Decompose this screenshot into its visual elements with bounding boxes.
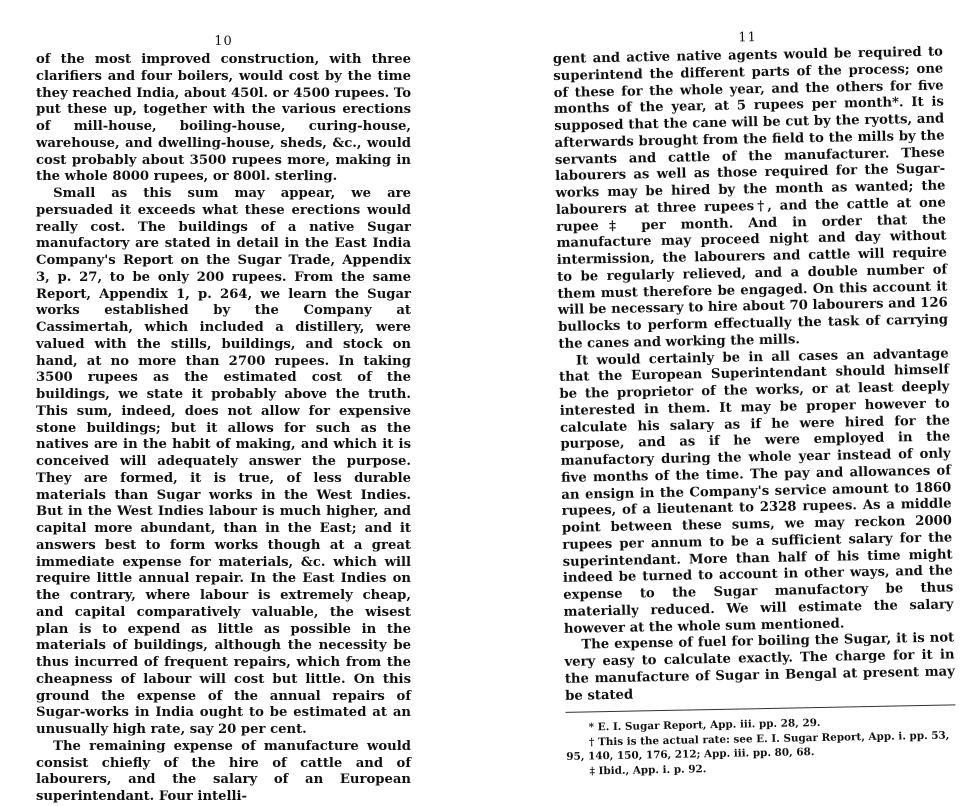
paragraph: gent and active native agents would be required to superintend the different parts of the process; one of these for the whole year, and the others for five months of the year, at 5 rupees per month*. It is supposed that the cane will be cut by the ryotts, and afterwards brought from the field to the mills by the servants and cattle of the manufacturer. These labourers as well as those required for the Sugar-works may be hired by the month as wanted; the labourers at three rupees†, and the cattle at one rupee‡ per month. And in order that the manufacture may proceed night and day without intermission, the labourers and cattle will require to be regularly relieved, and a double number of them must therefore be engaged. On this account it will be necessary to hire about 70 labourers and 126 bullocks to perform effectually the task of carrying the canes and working the mills. (552, 44, 949, 352)
page-number-right: 11 (738, 30, 758, 46)
right-page-body (553, 45, 955, 706)
paragraph: of the most improved construction, with three clarifiers and four boilers, would cost by the time they reached India, about 450l. or 4500 rupees. To put these up, together with the various erections of mill-house, boiling-house, curing-house, warehouse, and dwelling-house, sheds, &c., would cost probably about 3500 rupees more, making in the whole 8000 rupees, or 800l. sterling. (36, 52, 411, 185)
footnote: ‡ Ibid., App. i. p. 92. (589, 763, 707, 778)
left-page-body (36, 52, 411, 806)
footnote-divider (566, 705, 956, 713)
left-page (36, 0, 411, 806)
footnote: † This is the actual rate: see E. I. Sugar Report, App. i. pp. 53, 95, 140, 150, 176, 212; App. iii. pp. 80, 68. (566, 729, 950, 764)
paragraph: It would certainly be in all cases an advantage that the European Superintendant should himself be the proprietor of the works, or at least deeply interested in them. It may be proper however to calculate his salary as if he were hired for the purpose, and as if he were employed in the manufactory during the whole year instead of only five months of the time. The pay and allowances of an ensign in the Company's service amount to 1860 rupees, of a lieutenant to 2328 rupees. As a middle point between these sums, we may reckon 2000 rupees per annum to be a sufficient salary for the superintendant. More than half of his time might indeed be turned to account in other ways, and the expense to the Sugar manufactory be thus materially reduced. We will estimate the salary however at the whole sum mentioned. (558, 345, 954, 637)
paragraph: The remaining expense of manufacture would consist chiefly of the hire of cattle and of labourers, and the salary of an European superintendant. Four intelli- (36, 738, 411, 804)
paragraph: The expense of fuel for boiling the Sugar, it is not very easy to calculate exactly. The charge for it in the manufacture of Sugar in Bengal at present may be stated (564, 630, 955, 704)
right-page (552, 1, 957, 781)
footnotes (566, 714, 957, 779)
paragraph: Small as this sum may appear, we are persuaded it exceeds what these erections would really cost. The buildings of a native Sugar manufactory are stated in detail in the East India Company's Report on the Sugar Trade, Appendix 3, p. 27, to be only 200 rupees. From the same Report, Appendix 1, p. 264, we learn the Sugar works established by the Company at Cassimertah, which included a distillery, were valued with the stills, buildings, and stock on hand, at no more than 2700 rupees. In taking 3500 rupees as the estimated cost of the buildings, we state it probably above the truth. This sum, indeed, does not allow for expensive stone buildings; but it allows for such as the natives are in the habit of making, and which it is conceived will adequately answer the purpose. They are formed, it is true, of less durable materials than Sugar works in the West Indies. But in the West Indies labour is much higher, and capital more abundant, than in the East; and it answers best to form works though at a great immediate expense for materials, &c. which will require little annual repair. In the East Indies on the contrary, where labour is extremely cheap, and capital comparatively valuable, the wisest plan is to expend as little as possible in the materials of buildings, although the necessity be thus incurred of frequent repairs, which from the cheapness of labour will cost but little. On this ground the expense of the annual repairs of Sugar-works in India ought to be estimated at an unusually high rate, say 20 per cent. (36, 186, 411, 737)
page-number-left: 10 (214, 34, 233, 49)
footnote: * E. I. Sugar Report, App. iii. pp. 28, 29. (588, 717, 821, 734)
